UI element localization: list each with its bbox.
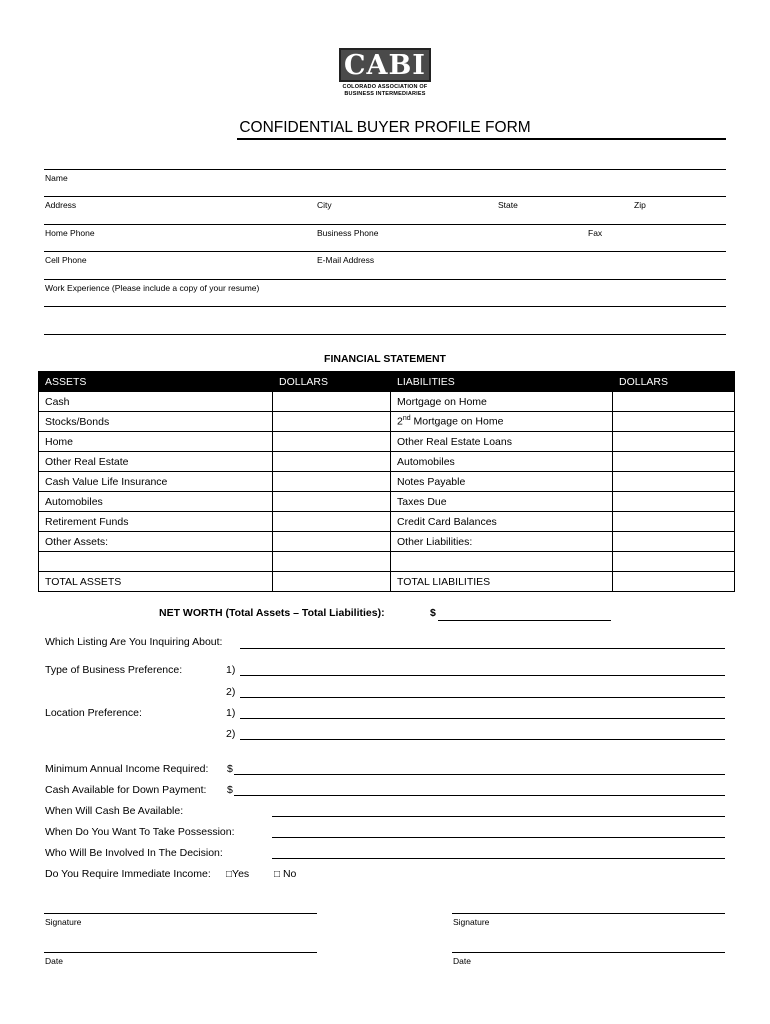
liability-value-cell[interactable]	[613, 472, 735, 492]
asset-label: Stocks/Bonds	[39, 412, 273, 432]
no-checkbox-icon[interactable]: □	[274, 869, 281, 880]
assets-dollars-header: DOLLARS	[273, 372, 391, 392]
cash-down-label: Cash Available for Down Payment:	[45, 784, 207, 796]
business-type-item-2: 2)	[226, 686, 236, 698]
second-number: 2	[397, 415, 403, 428]
liabilities-header: LIABILITIES	[391, 372, 613, 392]
listing-label: Which Listing Are You Inquiring About:	[45, 636, 223, 648]
work-experience-line[interactable]	[44, 279, 726, 280]
liability-value-cell[interactable]	[613, 492, 735, 512]
location-line-2[interactable]	[240, 739, 725, 740]
logo-subtitle-line2: BUSINESS INTERMEDIARIES	[344, 91, 426, 97]
second-mortgage-text: Mortgage on Home	[410, 415, 504, 428]
business-type-line-2[interactable]	[240, 697, 725, 698]
location-label: Location Preference:	[45, 707, 142, 719]
asset-value-cell[interactable]	[273, 552, 391, 572]
name-label: Name	[45, 173, 68, 183]
business-type-line-1[interactable]	[240, 675, 725, 676]
liability-blank-cell[interactable]	[391, 552, 613, 572]
cabi-logo	[339, 48, 431, 82]
title-underline	[237, 138, 726, 140]
business-type-label: Type of Business Preference:	[45, 664, 183, 676]
liability-value-cell[interactable]	[613, 412, 735, 432]
date-label-left: Date	[45, 956, 63, 966]
totals-row	[39, 572, 735, 592]
liability-value-cell[interactable]	[613, 392, 735, 412]
total-liabilities-label: TOTAL LIABILITIES	[391, 572, 613, 592]
business-type-item-1: 1)	[226, 664, 236, 676]
home-phone-label: Home Phone	[45, 228, 95, 238]
city-label: City	[317, 200, 332, 210]
table-row	[39, 512, 735, 532]
signature-line-right[interactable]	[452, 913, 725, 914]
table-row	[39, 452, 735, 472]
liability-label: Other Liabilities:	[391, 532, 613, 552]
liability-value-cell[interactable]	[613, 532, 735, 552]
asset-value-cell[interactable]	[273, 432, 391, 452]
state-label: State	[498, 200, 518, 210]
asset-value-cell[interactable]	[273, 492, 391, 512]
liability-label: Notes Payable	[391, 472, 613, 492]
asset-value-cell[interactable]	[273, 512, 391, 532]
home-phone-line[interactable]	[44, 224, 726, 225]
net-worth-line[interactable]	[438, 620, 611, 621]
asset-label: Cash	[39, 392, 273, 412]
asset-label: Other Real Estate	[39, 452, 273, 472]
asset-value-cell[interactable]	[273, 392, 391, 412]
asset-blank-cell[interactable]	[39, 552, 273, 572]
location-item-2: 2)	[226, 728, 236, 740]
table-row	[39, 392, 735, 412]
table-header-row	[39, 372, 735, 392]
asset-label: Home	[39, 432, 273, 452]
cell-phone-label: Cell Phone	[45, 255, 87, 265]
location-line-1[interactable]	[240, 718, 725, 719]
decision-label: Who Will Be Involved In The Decision:	[45, 847, 223, 859]
date-line-left[interactable]	[44, 952, 317, 953]
work-experience-line-3[interactable]	[44, 334, 726, 335]
name-line[interactable]	[44, 169, 726, 170]
yes-checkbox-icon[interactable]: □	[226, 869, 233, 880]
table-row	[39, 412, 735, 432]
zip-label: Zip	[634, 200, 646, 210]
net-worth-dollar: $	[430, 607, 436, 619]
ordinal-suffix: nd	[402, 415, 411, 423]
business-phone-label: Business Phone	[317, 228, 379, 238]
immediate-income-label: Do You Require Immediate Income:	[45, 868, 211, 880]
decision-line[interactable]	[272, 858, 725, 859]
cell-phone-line[interactable]	[44, 251, 726, 252]
liability-value-cell[interactable]	[613, 512, 735, 532]
address-line[interactable]	[44, 196, 726, 197]
possession-line[interactable]	[272, 837, 725, 838]
table-row	[39, 492, 735, 512]
asset-value-cell[interactable]	[273, 412, 391, 432]
location-item-1: 1)	[226, 707, 236, 719]
yes-option[interactable]	[226, 868, 249, 880]
form-title: CONFIDENTIAL BUYER PROFILE FORM	[239, 119, 531, 136]
cash-available-label: When Will Cash Be Available:	[45, 805, 184, 817]
total-liabilities-value-cell[interactable]	[613, 572, 735, 592]
signature-label-left: Signature	[45, 917, 82, 927]
date-label-right: Date	[453, 956, 471, 966]
logo-text: CABI	[344, 49, 426, 81]
work-experience-label: Work Experience (Please include a copy of your resume)	[45, 283, 260, 293]
listing-line[interactable]	[240, 648, 725, 649]
yes-label: Yes	[232, 868, 250, 880]
asset-label: Other Assets:	[39, 532, 273, 552]
liability-label: Mortgage on Home	[391, 392, 613, 412]
asset-value-cell[interactable]	[273, 452, 391, 472]
net-worth-label: NET WORTH (Total Assets – Total Liabilities):	[159, 607, 385, 619]
cash-available-line[interactable]	[272, 816, 725, 817]
liability-value-cell[interactable]	[613, 432, 735, 452]
cash-down-dollar: $	[227, 784, 233, 796]
asset-label: Retirement Funds	[39, 512, 273, 532]
liability-value-cell[interactable]	[613, 452, 735, 472]
table-row	[39, 472, 735, 492]
possession-label: When Do You Want To Take Possession:	[45, 826, 235, 838]
fax-label: Fax	[588, 228, 603, 238]
asset-label: Cash Value Life Insurance	[39, 472, 273, 492]
financial-statement-heading: FINANCIAL STATEMENT	[324, 353, 446, 365]
address-label: Address	[45, 200, 77, 210]
liability-label	[391, 412, 613, 432]
min-income-dollar: $	[227, 763, 233, 775]
table-row	[39, 432, 735, 452]
logo-subtitle-line1: COLORADO ASSOCIATION OF	[342, 84, 428, 90]
asset-value-cell[interactable]	[273, 472, 391, 492]
total-assets-value-cell[interactable]	[273, 572, 391, 592]
liability-value-cell[interactable]	[613, 552, 735, 572]
assets-header: ASSETS	[39, 372, 273, 392]
work-experience-line-2[interactable]	[44, 306, 726, 307]
cash-down-line[interactable]	[234, 795, 725, 796]
min-income-label: Minimum Annual Income Required:	[45, 763, 209, 775]
signature-label-right: Signature	[453, 917, 490, 927]
liabilities-dollars-header: DOLLARS	[613, 372, 735, 392]
email-label: E-Mail Address	[317, 255, 375, 265]
min-income-line[interactable]	[234, 774, 725, 775]
no-label: No	[282, 868, 297, 880]
liability-label: Taxes Due	[391, 492, 613, 512]
table-row	[39, 552, 735, 572]
liability-label: Credit Card Balances	[391, 512, 613, 532]
liability-label: Automobiles	[391, 452, 613, 472]
no-option[interactable]	[274, 868, 296, 880]
total-assets-label: TOTAL ASSETS	[39, 572, 273, 592]
signature-line-left[interactable]	[44, 913, 317, 914]
financial-statement-table	[38, 371, 735, 592]
date-line-right[interactable]	[452, 952, 725, 953]
liability-label: Other Real Estate Loans	[391, 432, 613, 452]
table-row	[39, 532, 735, 552]
asset-label: Automobiles	[39, 492, 273, 512]
asset-value-cell[interactable]	[273, 532, 391, 552]
